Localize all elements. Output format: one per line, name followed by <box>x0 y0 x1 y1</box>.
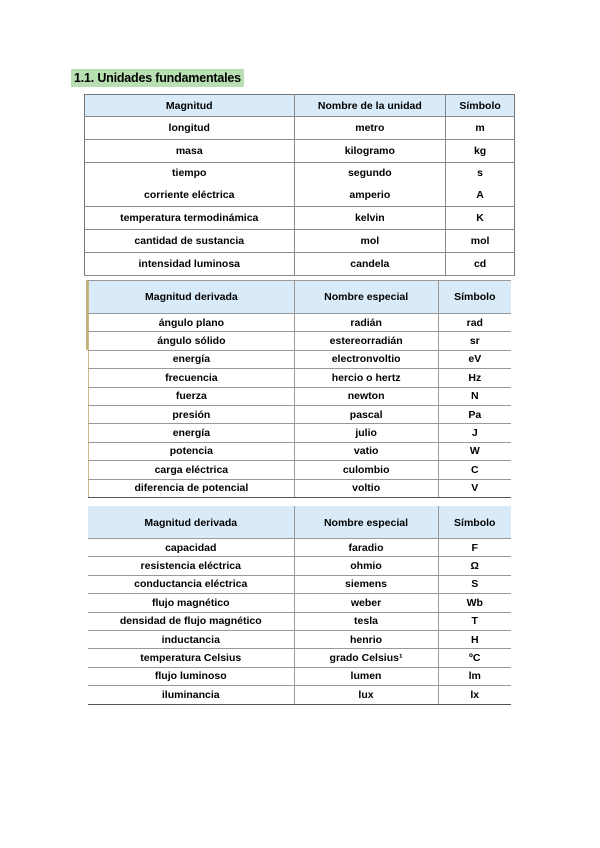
cell-magnitud: longitud <box>85 117 295 140</box>
cell-nombre: lumen <box>294 667 438 685</box>
cell-nombre: culombio <box>294 461 438 479</box>
table-row <box>88 539 511 557</box>
cell-nombre: hercio o hertz <box>294 369 438 387</box>
cell-magnitud: ángulo plano <box>89 314 295 332</box>
cell-simbolo: J <box>438 424 511 442</box>
cell-simbolo: Wb <box>438 594 511 612</box>
cell-nombre: kilogramo <box>294 139 446 162</box>
header-simbolo: Símbolo <box>438 281 511 314</box>
header-simbolo: Símbolo <box>446 95 515 117</box>
cell-simbolo: sr <box>438 332 511 350</box>
header-magnitud-derivada: Magnitud derivada <box>89 281 295 314</box>
table-row <box>88 557 511 575</box>
table-row <box>89 405 512 423</box>
table-row <box>88 649 511 667</box>
cell-magnitud: iluminancia <box>88 686 294 704</box>
cell-simbolo: W <box>438 442 511 460</box>
cell-simbolo: lm <box>438 667 511 685</box>
cell-simbolo: V <box>438 479 511 497</box>
cell-magnitud: resistencia eléctrica <box>88 557 294 575</box>
cell-magnitud: temperatura termodinámica <box>85 207 295 230</box>
header-nombre-especial: Nombre especial <box>294 281 438 314</box>
cell-simbolo: rad <box>438 314 511 332</box>
cell-magnitud: carga eléctrica <box>89 461 295 479</box>
cell-simbolo: K <box>446 207 515 230</box>
cell-simbolo: mol <box>446 229 515 252</box>
fundamental-units-table <box>84 94 515 276</box>
header-magnitud-derivada: Magnitud derivada <box>88 507 294 539</box>
table-row <box>85 252 515 275</box>
cell-magnitud: presión <box>89 405 295 423</box>
cell-simbolo: F <box>438 539 511 557</box>
cell-magnitud: flujo luminoso <box>88 667 294 685</box>
header-nombre-especial: Nombre especial <box>294 507 438 539</box>
table-row <box>89 424 512 442</box>
table-row <box>85 117 515 140</box>
table-row <box>89 387 512 405</box>
derived-units-table-1 <box>88 280 511 498</box>
header-nombre-unidad: Nombre de la unidad <box>294 95 446 117</box>
table-row <box>85 229 515 252</box>
cell-nombre: electronvoltio <box>294 350 438 368</box>
table-header-row <box>89 281 512 314</box>
table-row <box>89 369 512 387</box>
cell-simbolo: Hz <box>438 369 511 387</box>
cell-magnitud: flujo magnético <box>88 594 294 612</box>
table-row <box>85 162 515 184</box>
cell-nombre: henrio <box>294 630 438 648</box>
cell-magnitud: capacidad <box>88 539 294 557</box>
cell-nombre: radián <box>294 314 438 332</box>
table-row <box>88 594 511 612</box>
cell-simbolo: N <box>438 387 511 405</box>
cell-nombre: voltio <box>294 479 438 497</box>
cell-simbolo: A <box>446 184 515 206</box>
cell-nombre: vatio <box>294 442 438 460</box>
cell-nombre: faradio <box>294 539 438 557</box>
table-row <box>89 461 512 479</box>
cell-magnitud: tiempo <box>85 162 295 184</box>
cell-magnitud: cantidad de sustancia <box>85 229 295 252</box>
section-heading: 1.1. Unidades fundamentales <box>71 69 244 87</box>
cell-nombre: estereorradián <box>294 332 438 350</box>
cell-nombre: segundo <box>294 162 446 184</box>
cell-simbolo: kg <box>446 139 515 162</box>
cell-nombre: julio <box>294 424 438 442</box>
cell-nombre: ohmio <box>294 557 438 575</box>
table-row <box>89 314 512 332</box>
derived-units-table-2 <box>88 506 511 705</box>
cell-simbolo: s <box>477 167 483 180</box>
table-row <box>88 575 511 593</box>
table-row <box>85 139 515 162</box>
cell-simbolo: C <box>438 461 511 479</box>
cell-simbolo: T <box>438 612 511 630</box>
cell-magnitud: energía <box>89 350 295 368</box>
cell-magnitud: ángulo sólido <box>89 332 295 350</box>
cell-nombre: weber <box>294 594 438 612</box>
cell-magnitud: frecuencia <box>89 369 295 387</box>
cell-simbolo: m <box>446 117 515 140</box>
table-row <box>85 184 515 206</box>
table-row <box>88 667 511 685</box>
cell-nombre: metro <box>294 117 446 140</box>
cell-magnitud: conductancia eléctrica <box>88 575 294 593</box>
table-row <box>89 350 512 368</box>
cell-simbolo: eV <box>438 350 511 368</box>
cell-simbolo: H <box>438 630 511 648</box>
cell-magnitud: masa <box>85 139 295 162</box>
cell-nombre: lux <box>294 686 438 704</box>
table-row <box>88 630 511 648</box>
cell-magnitud: corriente eléctrica <box>85 184 295 206</box>
table-header-row <box>85 95 515 117</box>
cell-nombre: siemens <box>294 575 438 593</box>
cell-nombre: grado Celsius¹ <box>294 649 438 667</box>
table-row <box>85 207 515 230</box>
cell-simbolo: Pa <box>438 405 511 423</box>
table-row <box>89 332 512 350</box>
cell-magnitud: temperatura Celsius <box>88 649 294 667</box>
header-magnitud: Magnitud <box>85 95 295 117</box>
cell-simbolo: S <box>438 575 511 593</box>
cell-nombre: pascal <box>294 405 438 423</box>
cell-magnitud: energía <box>89 424 295 442</box>
header-simbolo: Símbolo <box>438 507 511 539</box>
table-header-row <box>88 507 511 539</box>
cell-nombre: amperio <box>294 184 446 206</box>
table-row <box>89 442 512 460</box>
cell-simbolo: cd <box>446 252 515 275</box>
cell-magnitud: fuerza <box>89 387 295 405</box>
cell-magnitud: intensidad luminosa <box>85 252 295 275</box>
table-row <box>88 612 511 630</box>
cell-magnitud: potencia <box>89 442 295 460</box>
cell-nombre: newton <box>294 387 438 405</box>
cell-nombre: tesla <box>294 612 438 630</box>
cell-nombre: kelvin <box>294 207 446 230</box>
cell-magnitud: densidad de flujo magnético <box>88 612 294 630</box>
cell-nombre: candela <box>294 252 446 275</box>
cell-simbolo: Ω <box>438 557 511 575</box>
cell-simbolo: lx <box>438 686 511 704</box>
table-row <box>89 479 512 497</box>
table-row <box>88 686 511 704</box>
cell-magnitud: diferencia de potencial <box>89 479 295 497</box>
cell-nombre: mol <box>294 229 446 252</box>
cell-magnitud: inductancia <box>88 630 294 648</box>
cell-simbolo: ºC <box>438 649 511 667</box>
